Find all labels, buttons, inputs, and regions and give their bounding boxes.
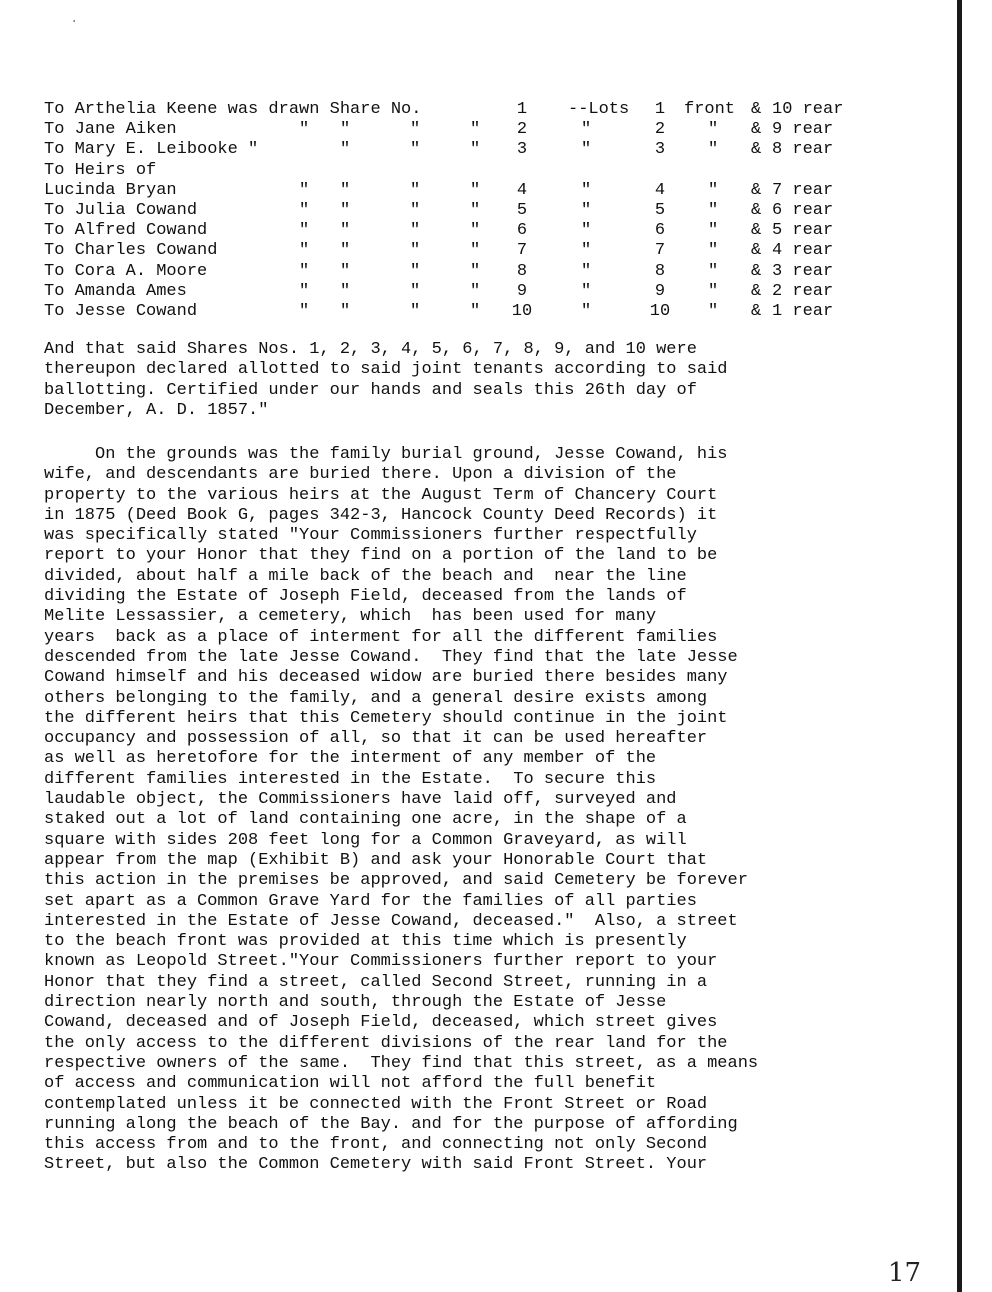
ampersand: & [751,100,762,119]
ditto-mark: " [410,261,421,281]
ditto-mark: " [581,180,592,200]
ditto-mark: " [410,221,421,241]
ampersand: & [751,281,762,301]
rear-lot: 9 rear [772,120,834,140]
ditto-mark: " [299,180,310,200]
lot-number: 7 [654,241,666,261]
burial-ground-paragraph: On the grounds was the family burial ground, Jesse Cowand, his wife, and descendants are buried there. Upon a division of the property to the various heirs at the August Term of Chancery Court in 1875 (Deed Book G, pages 342-3, Hancock County Deed Records) it was specifically stated "Your Commissioners further respectfully report to your Honor that they find on a portion of the land to be divided, about half a mile back of the beach and near the line dividing the Estate of Joseph Field, deceased from the lands of Melite Lessassier, a cemetery, which has been used for many years back as a place of interment for all the different families descended from the late Jesse Cowand. They find that the late Jesse Cowand himself and his deceased widow are buried there besides many others belonging to the family, and a general desire exists among the different heirs that this Cemetery should continue in the joint occupancy and possession of all, so that it can be used hereafter as well as heretofore for the interment of any member of the different families interested in the Estate. To secure this laudable object, the Commissioners have laid off, surveyed and staked out a lot of land containing one acre, in the shape of a square with sides 208 feet long for a Common Graveyard, as will appear from the map (Exhibit B) and ask your Honorable Court that this action in the premises be approved, and said Cemetery be forever set apart as a Common Grave Yard for the families of all parties interested in the Estate of Jesse Cowand, deceased." Also, a street to the beach front was provided at this time which is presently known as Leopold Street."Your Commissioners further report to your Honor that they find a street, called Second Street, running in a direction nearly north and south, through the Estate of Jesse Cowand, deceased and of Joseph Field, deceased, which street gives the only access to the different divisions of the rear land for the respective owners of the same. They find that this street, as a means of access and communication will not afford the full benefit contemplated unless it be connected with the Front Street or Road running along the beach of the Bay. and for the purpose of affording this access from and to the front, and connecting not only Second Street, but also the Common Cemetery with said Front Street. Your [44,445,759,1175]
allotment-row [44,120,874,140]
ditto-mark: " [340,261,351,281]
rear-lot: 5 rear [772,221,834,241]
ditto-mark: " [708,180,719,200]
ditto-mark: " [470,221,481,241]
ditto-mark: " [470,180,481,200]
lot-number: 8 [654,261,666,281]
allotment-name: To Alfred Cowand [44,221,208,241]
share-number: 1 [516,100,528,119]
share-number: 10 [511,301,533,321]
ditto-mark: " [299,120,310,140]
ditto-mark: " [581,120,592,140]
ditto-mark: " [340,200,351,220]
lot-number: 6 [654,221,666,241]
ditto-mark: " [470,241,481,261]
allotment-name: To Mary E. Leibooke " [44,140,259,160]
rear-lot: 8 rear [772,140,834,160]
ditto-mark: " [340,281,351,301]
share-number: 3 [516,140,528,160]
ditto-mark: " [340,301,351,321]
rear-lot: 7 rear [772,180,834,200]
ditto-mark: " [708,281,719,301]
share-number: 8 [516,261,528,281]
allotment-name: To Arthelia Keene was drawn Share No. [44,100,422,119]
allotment-name: To Jesse Cowand [44,301,198,321]
share-number: 5 [516,200,528,220]
ampersand: & [751,180,762,200]
allotment-row [44,140,874,160]
allotment-name: Lucinda Bryan [44,180,177,200]
ditto-mark: " [708,200,719,220]
ditto-mark: " [410,241,421,261]
allotment-conclusion-paragraph: And that said Shares Nos. 1, 2, 3, 4, 5, 6, 7, 8, 9, and 10 were thereupon declared allotted to said joint tenants according to said ballotting. Certified under our hands and seals this 26th day of December, A. D. 1857." [44,340,728,420]
ampersand: & [751,120,762,140]
lots-label: --Lots [568,100,630,119]
allotment-row [44,282,874,302]
allotment-row [44,262,874,282]
ampersand: & [751,261,762,281]
page-number: 17 [888,1258,922,1288]
ampersand: & [751,241,762,261]
allotment-name: To Jane Aiken [44,120,177,140]
ditto-mark: " [581,241,592,261]
ditto-mark: " [470,140,481,160]
allotment-row [44,221,874,241]
ditto-mark: " [470,200,481,220]
ditto-mark: " [581,261,592,281]
ditto-mark: " [708,120,719,140]
front-label: front [684,100,736,119]
allotment-row [44,100,874,120]
allotment-table [44,100,874,322]
ditto-mark: " [581,221,592,241]
allotment-row [44,241,874,261]
lot-number: 5 [654,200,666,220]
ditto-mark: " [410,140,421,160]
ditto-mark: " [299,200,310,220]
ditto-mark: " [340,120,351,140]
ampersand: & [751,200,762,220]
ditto-mark: " [340,241,351,261]
rear-lot: 2 rear [772,281,834,301]
ditto-mark: " [410,180,421,200]
ditto-mark: " [470,261,481,281]
ditto-mark: " [708,241,719,261]
lot-number: 3 [654,140,666,160]
ditto-mark: " [581,301,592,321]
share-number: 6 [516,221,528,241]
ditto-mark: " [340,221,351,241]
share-number: 9 [516,281,528,301]
rear-lot: 6 rear [772,200,834,220]
ditto-mark: " [410,200,421,220]
allotment-row [44,181,874,201]
ditto-mark: " [708,261,719,281]
rear-lot: 4 rear [772,241,834,261]
allotment-name: To Charles Cowand [44,241,218,261]
ditto-mark: " [299,281,310,301]
ditto-mark: " [470,281,481,301]
ditto-mark: " [299,241,310,261]
ditto-mark: " [410,281,421,301]
ditto-mark: " [299,301,310,321]
lot-number: 1 [654,100,666,119]
ditto-mark: " [581,281,592,301]
ditto-mark: " [410,301,421,321]
ditto-mark: " [708,301,719,321]
ampersand: & [751,301,762,321]
ditto-mark: " [470,301,481,321]
ditto-mark: " [410,120,421,140]
rear-lot: 10 rear [772,100,844,119]
scan-speck: · [70,14,79,30]
allotment-row [44,201,874,221]
share-number: 4 [516,180,528,200]
ditto-mark: " [299,261,310,281]
ditto-mark: " [708,221,719,241]
ampersand: & [751,221,762,241]
ditto-mark: " [470,120,481,140]
ditto-mark: " [299,221,310,241]
share-number: 2 [516,120,528,140]
lot-number: 10 [649,301,671,321]
lot-number: 9 [654,281,666,301]
ditto-mark: " [581,200,592,220]
ampersand: & [751,140,762,160]
scan-edge-bar [957,0,962,1292]
rear-lot: 3 rear [772,261,834,281]
rear-lot: 1 rear [772,301,834,321]
ditto-mark: " [581,140,592,160]
ditto-mark: " [708,140,719,160]
ditto-mark: " [340,140,351,160]
allotment-row [44,161,874,181]
share-number: 7 [516,241,528,261]
allotment-name: To Cora A. Moore [44,261,208,281]
allotment-row [44,302,874,322]
allotment-name: To Julia Cowand [44,200,198,220]
allotment-name: To Amanda Ames [44,281,187,301]
lot-number: 4 [654,180,666,200]
ditto-mark: " [340,180,351,200]
lot-number: 2 [654,120,666,140]
allotment-name: To Heirs of [44,160,157,180]
